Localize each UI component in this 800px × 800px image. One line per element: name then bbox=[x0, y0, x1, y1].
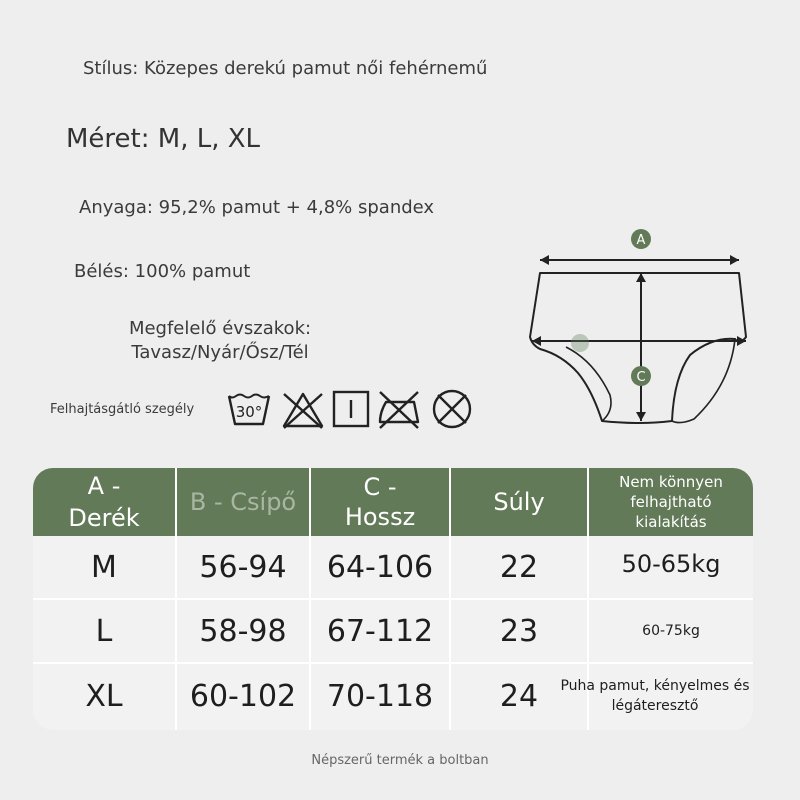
seasons-title: Megfelelő évszakok: bbox=[128, 318, 312, 339]
table-cell-size: L bbox=[95, 613, 113, 649]
no-iron-icon bbox=[376, 388, 422, 430]
table-cell-size: XL bbox=[85, 678, 123, 714]
tumble-dry-icon bbox=[330, 388, 376, 430]
header-weight-label: Súly bbox=[493, 488, 545, 516]
table-cell-weight-range: 50-65kg bbox=[621, 550, 721, 578]
label-a-text: A bbox=[636, 233, 646, 248]
table-cell-weight: 24 bbox=[499, 678, 539, 714]
wash-temp-text: 30° bbox=[235, 403, 263, 421]
footer-text: Népszerű termék a boltban bbox=[311, 753, 489, 768]
arrow-c-top-head bbox=[636, 273, 646, 282]
header-waist bbox=[33, 468, 175, 536]
seasons-text bbox=[100, 317, 340, 365]
header-waist-label: A - Derék bbox=[68, 472, 140, 532]
header-length-label: C - Hossz bbox=[344, 473, 416, 531]
table-cell-hip: 58-98 bbox=[199, 613, 287, 649]
table-cell-length: 64-106 bbox=[326, 549, 434, 585]
arrow-c-bottom-head bbox=[636, 412, 646, 421]
lining-text: Bélés: 100% pamut bbox=[74, 261, 251, 282]
leg-opening-right bbox=[672, 339, 735, 423]
no-dry-clean-icon bbox=[430, 388, 476, 430]
measurement-diagram bbox=[522, 225, 757, 430]
table-cell-weight: 22 bbox=[499, 549, 539, 585]
table-cell-size: M bbox=[91, 549, 117, 585]
garment-outline bbox=[530, 273, 746, 423]
header-hip bbox=[177, 468, 309, 536]
material-text: Anyaga: 95,2% pamut + 4,8% spandex bbox=[79, 197, 435, 218]
arrow-a-left-head bbox=[540, 255, 549, 265]
label-b-badge bbox=[571, 334, 589, 352]
table-cell-length: 67-112 bbox=[326, 613, 434, 649]
header-anti-roll bbox=[589, 468, 753, 536]
size-table bbox=[33, 468, 753, 730]
table-cell-weight-range: 60-75kg bbox=[642, 623, 700, 639]
header-anti-roll-label: Nem könnyen felhajtható kialakítás bbox=[619, 473, 723, 531]
header-length bbox=[311, 468, 449, 536]
wash-30-icon bbox=[226, 388, 272, 430]
anti-roll-label: Felhajtásgátló szegély bbox=[50, 402, 195, 417]
table-cell-weight: 23 bbox=[499, 613, 539, 649]
table-cell-feature-note: Puha pamut, kényelmes és légáteresztő bbox=[560, 678, 750, 714]
style-text: Stílus: Közepes derekú pamut női fehérnemű bbox=[83, 58, 488, 79]
seasons-list: Tavasz/Nyár/Ősz/Tél bbox=[131, 342, 309, 363]
leg-opening-left bbox=[566, 347, 611, 421]
no-bleach-icon bbox=[280, 388, 326, 430]
arrow-a-right-head bbox=[730, 255, 739, 265]
table-cell-hip: 60-102 bbox=[189, 678, 297, 714]
table-cell-hip: 56-94 bbox=[199, 549, 287, 585]
table-cell-length: 70-118 bbox=[326, 678, 434, 714]
label-c-text: C bbox=[636, 370, 646, 385]
header-weight bbox=[451, 468, 587, 536]
size-text: Méret: M, L, XL bbox=[66, 124, 261, 154]
header-hip-label: B - Csípő bbox=[189, 488, 297, 516]
